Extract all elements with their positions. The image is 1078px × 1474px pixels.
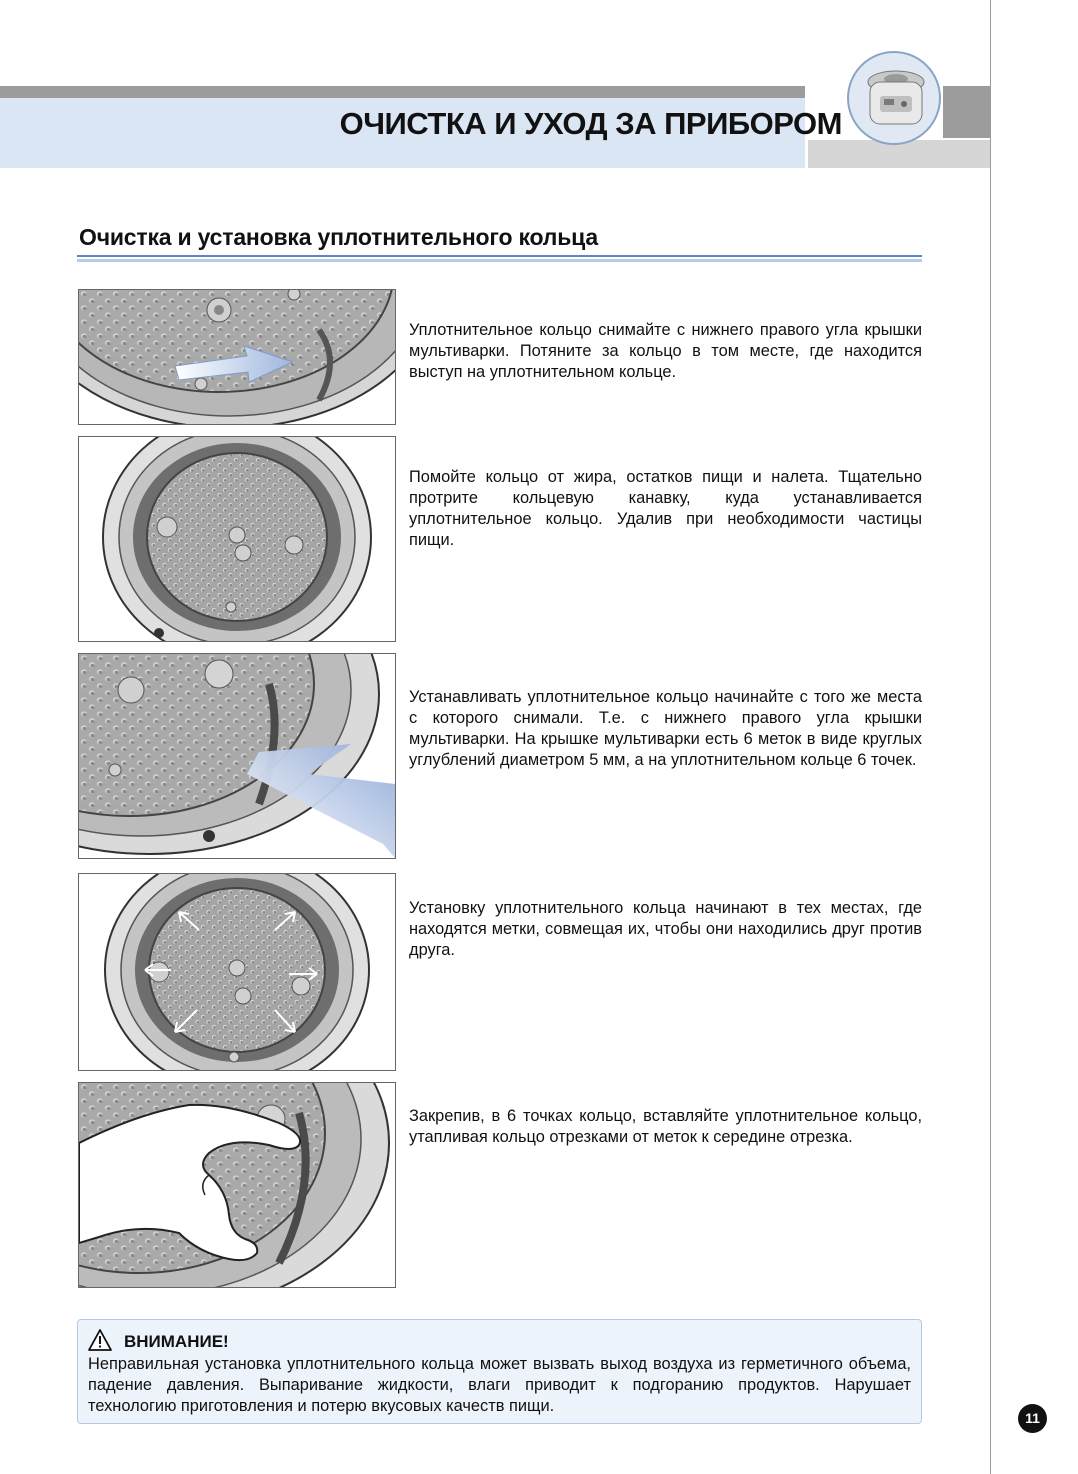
step-4-text: Установку уплотнительного кольца начинают в тех местах, где находятся метки, совмещая их, чтобы они находились друг против друга. [409,899,922,959]
warning-text: Неправильная установка уплотнительного кольца может вызвать выход воздуха из герметичного объема, падение давления. Выпаривание жидкости, влаги приводит к подгоранию продуктов. Нарушает технологию приготовления и потерю вкусовых качеств пищи. [88,1355,911,1415]
step-5-illustration [78,1082,396,1288]
section-underline-light [77,259,922,262]
section-underline [77,255,922,257]
step-4-illustration [78,873,396,1071]
warning-title: ВНИМАНИЕ! [124,1332,229,1351]
warning-icon [88,1329,112,1356]
step-2-text: Помойте кольцо от жира, остатков пищи и налета. Тщательно протрите кольцевую канавку, куда устанавливается уплотнительное кольцо. Удалив при необходимости частицы пищи. [409,468,922,549]
header-top-bar [0,86,805,98]
warning-box [77,1319,922,1424]
section-title: Очистка и установка уплотнительного кольца [79,224,598,250]
step-5-text: Закрепив, в 6 точках кольцо, вставляйте уплотнительное кольцо, утапливая кольцо отрезками от меток к середине отрезка. [409,1107,922,1146]
right-margin-rule [990,0,991,1474]
step-1-illustration [78,289,396,425]
rice-cooker-icon [846,50,942,146]
page-number: 11 [1018,1404,1047,1433]
step-1-text: Уплотнительное кольцо снимайте с нижнего правого угла крышки мультиварки. Потяните за кольцо в том месте, где находится выступ на уплотнительном кольце. [409,321,922,381]
page-title: ОЧИСТКА И УХОД ЗА ПРИБОРОМ [339,106,842,141]
header-right-block [943,86,990,138]
step-3-illustration [78,653,396,859]
step-3-text: Устанавливать уплотнительное кольцо начинайте с того же места с которого снимали. Т.е. с нижнего правого угла крышки мультиварки. На крышке мультиварки есть 6 меток в виде круглых углублений диаметром 5 мм, а на уплотнительном кольце 6 точек. [409,688,922,769]
warning-header [88,1330,911,1354]
step-2-illustration [78,436,396,642]
